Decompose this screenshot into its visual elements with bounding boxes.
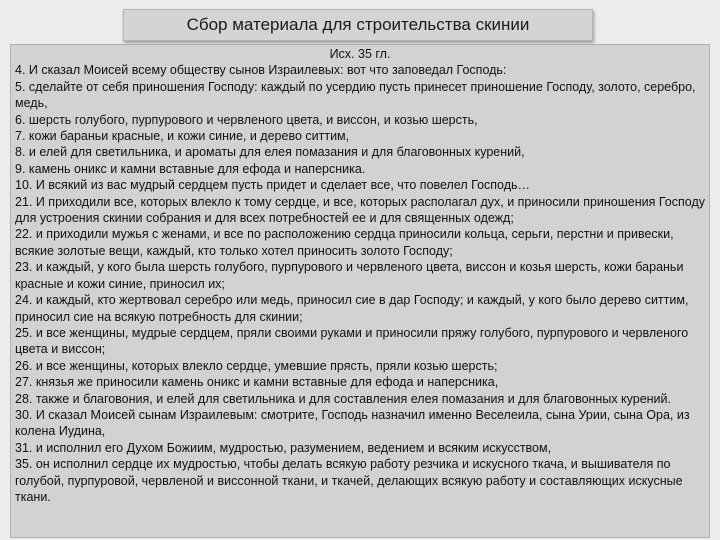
verse-35: 35. он исполнил сердце их мудростью, чтобы делать всякую работу резчика и искусного ткача, и вышивателя по голубой, пурпуровой, червленой и виссонной ткани, и ткачей, делающих всякую работу и составляющих искусные ткани. [15,457,683,504]
verse-27: 27. князья же приносили камень оникс и камни вставные для ефода и наперсника, [15,375,499,390]
verse-31: 31. и исполнил его Духом Божиим, мудростью, разумением, ведением и всяким искусством, [15,440,552,455]
verse-26: 26. и все женщины, которых влекло сердце, умевшие прясть, пряли козью шерсть; [15,358,498,373]
verse-5: 5. сделайте от себя приношения Господу: каждый по усердию пусть принесет приношение Господу, золото, серебро, медь, [15,79,696,111]
verse-9: 9. камень оникс и камни вставные для ефода и наперсника. [15,161,366,176]
verse-25: 25. и все женщины, мудрые сердцем, пряли своими руками и приносили пряжу голубого, пурпурового и червленого цвета и виссон; [15,325,689,357]
scripture-text-box [10,44,710,538]
verse-22: 22. и приходили мужья с женами, и все по расположению сердца приносили кольца, серьги, перстни и привески, всякие золотые вещи, каждый, кто только хотел приносить золото Господу; [15,227,674,258]
chapter-reference: Исх. 35 гл. [329,47,391,61]
verse-30: 30. И сказал Моисей сынам Израилевым: смотрите, Господь назначил именно Веселеила, сына Урии, сына Ора, из колена Иудина, [15,407,690,439]
title-box [123,9,593,41]
verse-10: 10. И всякий из вас мудрый сердцем пусть придет и сделает все, что повелел Господь… [15,178,531,193]
verse-24: 24. и каждый, кто жертвовал серебро или медь, приносил сие в дар Господу; и каждый, у кого было дерево ситтим, приносил сие на всякую потребность для скинии; [15,293,689,324]
verse-6: 6. шерсть голубого, пурпурового и червленого цвета, и виссон, и козью шерсть, [15,112,478,127]
page-title: Сбор материала для строительства скинии [186,15,530,34]
verse-21: 21. И приходили все, которых влекло к тому сердце, и все, которых располагал дух, и приносили приношения Господу для устроения скинии собрания и для всех потребностей ее и для священных одежд; [15,194,705,226]
verse-28: 28. также и благовония, и елей для светильника и для составления елея помазания и для благовонных курений. [15,391,671,406]
verse-7: 7. кожи бараньи красные, и кожи синие, и дерево ситтим, [15,129,350,144]
verse-23: 23. и каждый, у кого была шерсть голубого, пурпурового и червленого цвета, виссон и козья шерсть, кожи бараньи красные и кожи синие, приносил их; [15,260,684,291]
verse-8: 8. и елей для светильника, и ароматы для елея помазания и для благовонных курений, [15,145,525,160]
verse-4: 4. И сказал Моисей всему обществу сынов Израилевых: вот что заповедал Господь: [15,63,507,78]
